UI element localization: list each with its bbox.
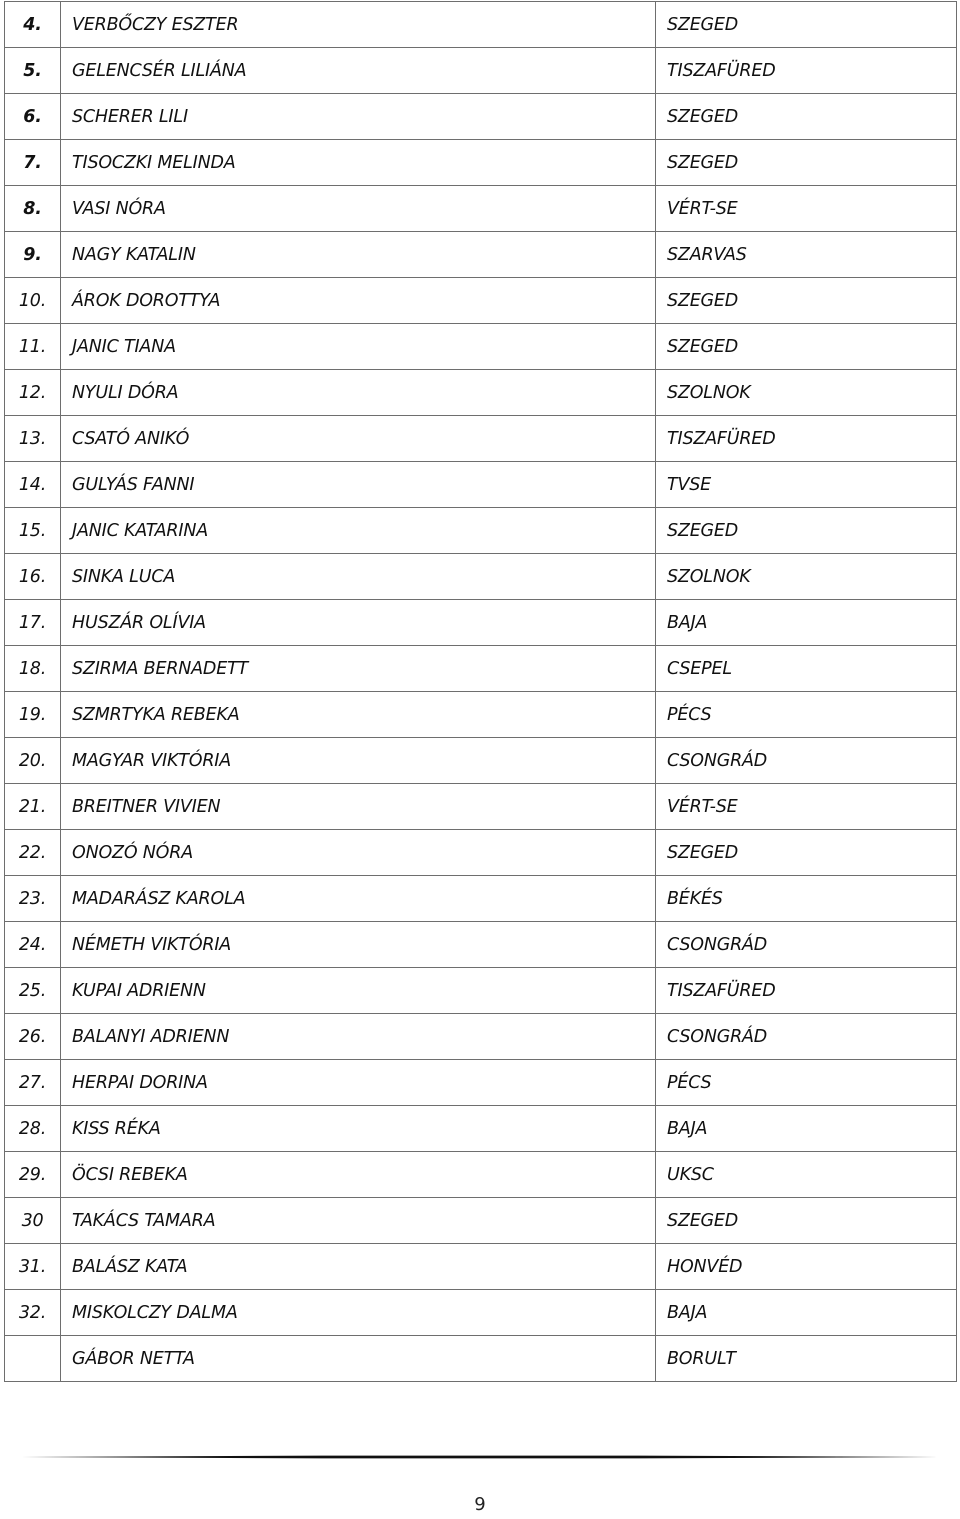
club-cell: SZEGED bbox=[656, 2, 957, 48]
table-row bbox=[5, 2, 957, 48]
rank-cell: 16. bbox=[5, 554, 61, 600]
rank-cell: 8. bbox=[5, 186, 61, 232]
name-cell: MADARÁSZ KAROLA bbox=[61, 876, 656, 922]
club-cell: HONVÉD bbox=[656, 1244, 957, 1290]
rank-cell: 7. bbox=[5, 140, 61, 186]
name-cell: BREITNER VIVIEN bbox=[61, 784, 656, 830]
club-cell: TISZAFÜRED bbox=[656, 968, 957, 1014]
name-cell: MAGYAR VIKTÓRIA bbox=[61, 738, 656, 784]
rank-cell: 21. bbox=[5, 784, 61, 830]
name-cell: KUPAI ADRIENN bbox=[61, 968, 656, 1014]
name-cell: NAGY KATALIN bbox=[61, 232, 656, 278]
club-cell: SZEGED bbox=[656, 508, 957, 554]
club-cell: BORULT bbox=[656, 1336, 957, 1382]
club-cell: CSONGRÁD bbox=[656, 1014, 957, 1060]
name-cell: NYULI DÓRA bbox=[61, 370, 656, 416]
rank-cell: 32. bbox=[5, 1290, 61, 1336]
name-cell: SINKA LUCA bbox=[61, 554, 656, 600]
club-cell: BAJA bbox=[656, 600, 957, 646]
name-cell: JANIC TIANA bbox=[61, 324, 656, 370]
table-row bbox=[5, 48, 957, 94]
results-table-body bbox=[5, 2, 957, 1382]
table-row bbox=[5, 1152, 957, 1198]
name-cell: BALÁSZ KATA bbox=[61, 1244, 656, 1290]
name-cell: SZMRTYKA REBEKA bbox=[61, 692, 656, 738]
name-cell: SCHERER LILI bbox=[61, 94, 656, 140]
name-cell: NÉMETH VIKTÓRIA bbox=[61, 922, 656, 968]
results-table bbox=[4, 1, 957, 1382]
table-row bbox=[5, 324, 957, 370]
name-cell: VASI NÓRA bbox=[61, 186, 656, 232]
name-cell: MISKOLCZY DALMA bbox=[61, 1290, 656, 1336]
table-row bbox=[5, 232, 957, 278]
rank-cell: 22. bbox=[5, 830, 61, 876]
name-cell: TISOCZKI MELINDA bbox=[61, 140, 656, 186]
rank-cell: 29. bbox=[5, 1152, 61, 1198]
club-cell: TISZAFÜRED bbox=[656, 416, 957, 462]
rank-cell: 28. bbox=[5, 1106, 61, 1152]
rank-cell: 6. bbox=[5, 94, 61, 140]
rank-cell: 31. bbox=[5, 1244, 61, 1290]
table-row bbox=[5, 1014, 957, 1060]
club-cell: BAJA bbox=[656, 1106, 957, 1152]
club-cell: SZEGED bbox=[656, 278, 957, 324]
table-row bbox=[5, 1244, 957, 1290]
club-cell: VÉRT-SE bbox=[656, 784, 957, 830]
table-row bbox=[5, 738, 957, 784]
table-row bbox=[5, 140, 957, 186]
table-row bbox=[5, 1336, 957, 1382]
club-cell: PÉCS bbox=[656, 1060, 957, 1106]
table-row bbox=[5, 508, 957, 554]
club-cell: CSEPEL bbox=[656, 646, 957, 692]
rank-cell: 14. bbox=[5, 462, 61, 508]
rank-cell: 4. bbox=[5, 2, 61, 48]
name-cell: ÖCSI REBEKA bbox=[61, 1152, 656, 1198]
club-cell: VÉRT-SE bbox=[656, 186, 957, 232]
rank-cell: 30 bbox=[5, 1198, 61, 1244]
club-cell: SZOLNOK bbox=[656, 554, 957, 600]
table-row bbox=[5, 784, 957, 830]
rank-cell: 26. bbox=[5, 1014, 61, 1060]
rank-cell: 23. bbox=[5, 876, 61, 922]
table-row bbox=[5, 646, 957, 692]
club-cell: CSONGRÁD bbox=[656, 738, 957, 784]
table-row bbox=[5, 600, 957, 646]
name-cell: GULYÁS FANNI bbox=[61, 462, 656, 508]
table-row bbox=[5, 94, 957, 140]
table-row bbox=[5, 186, 957, 232]
table-row bbox=[5, 1198, 957, 1244]
club-cell: UKSC bbox=[656, 1152, 957, 1198]
club-cell: SZEGED bbox=[656, 140, 957, 186]
club-cell: SZARVAS bbox=[656, 232, 957, 278]
club-cell: BAJA bbox=[656, 1290, 957, 1336]
rank-cell: 11. bbox=[5, 324, 61, 370]
table-row bbox=[5, 830, 957, 876]
name-cell: KISS RÉKA bbox=[61, 1106, 656, 1152]
page-number: 9 bbox=[474, 1494, 486, 1515]
rank-cell bbox=[5, 1336, 61, 1382]
table-row bbox=[5, 1060, 957, 1106]
club-cell: TISZAFÜRED bbox=[656, 48, 957, 94]
club-cell: SZEGED bbox=[656, 1198, 957, 1244]
name-cell: CSATÓ ANIKÓ bbox=[61, 416, 656, 462]
rank-cell: 12. bbox=[5, 370, 61, 416]
club-cell: CSONGRÁD bbox=[656, 922, 957, 968]
club-cell: SZEGED bbox=[656, 94, 957, 140]
table-row bbox=[5, 370, 957, 416]
rank-cell: 17. bbox=[5, 600, 61, 646]
table-row bbox=[5, 416, 957, 462]
club-cell: PÉCS bbox=[656, 692, 957, 738]
table-row bbox=[5, 692, 957, 738]
name-cell: HERPAI DORINA bbox=[61, 1060, 656, 1106]
table-row bbox=[5, 968, 957, 1014]
rank-cell: 13. bbox=[5, 416, 61, 462]
name-cell: GÁBOR NETTA bbox=[61, 1336, 656, 1382]
name-cell: TAKÁCS TAMARA bbox=[61, 1198, 656, 1244]
table-row bbox=[5, 554, 957, 600]
name-cell: JANIC KATARINA bbox=[61, 508, 656, 554]
club-cell: SZEGED bbox=[656, 324, 957, 370]
rank-cell: 5. bbox=[5, 48, 61, 94]
table-row bbox=[5, 1106, 957, 1152]
table-row bbox=[5, 1290, 957, 1336]
table-row bbox=[5, 462, 957, 508]
rank-cell: 25. bbox=[5, 968, 61, 1014]
name-cell: BALANYI ADRIENN bbox=[61, 1014, 656, 1060]
name-cell: ONOZÓ NÓRA bbox=[61, 830, 656, 876]
rank-cell: 20. bbox=[5, 738, 61, 784]
rank-cell: 24. bbox=[5, 922, 61, 968]
table-row bbox=[5, 278, 957, 324]
rank-cell: 27. bbox=[5, 1060, 61, 1106]
rank-cell: 15. bbox=[5, 508, 61, 554]
table-row bbox=[5, 922, 957, 968]
club-cell: BÉKÉS bbox=[656, 876, 957, 922]
club-cell: SZOLNOK bbox=[656, 370, 957, 416]
rank-cell: 19. bbox=[5, 692, 61, 738]
footer-divider bbox=[22, 1455, 938, 1459]
club-cell: SZEGED bbox=[656, 830, 957, 876]
name-cell: GELENCSÉR LILIÁNA bbox=[61, 48, 656, 94]
table-row bbox=[5, 876, 957, 922]
club-cell: TVSE bbox=[656, 462, 957, 508]
rank-cell: 9. bbox=[5, 232, 61, 278]
name-cell: VERBŐCZY ESZTER bbox=[61, 2, 656, 48]
name-cell: HUSZÁR OLÍVIA bbox=[61, 600, 656, 646]
rank-cell: 10. bbox=[5, 278, 61, 324]
rank-cell: 18. bbox=[5, 646, 61, 692]
name-cell: SZIRMA BERNADETT bbox=[61, 646, 656, 692]
name-cell: ÁROK DOROTTYA bbox=[61, 278, 656, 324]
